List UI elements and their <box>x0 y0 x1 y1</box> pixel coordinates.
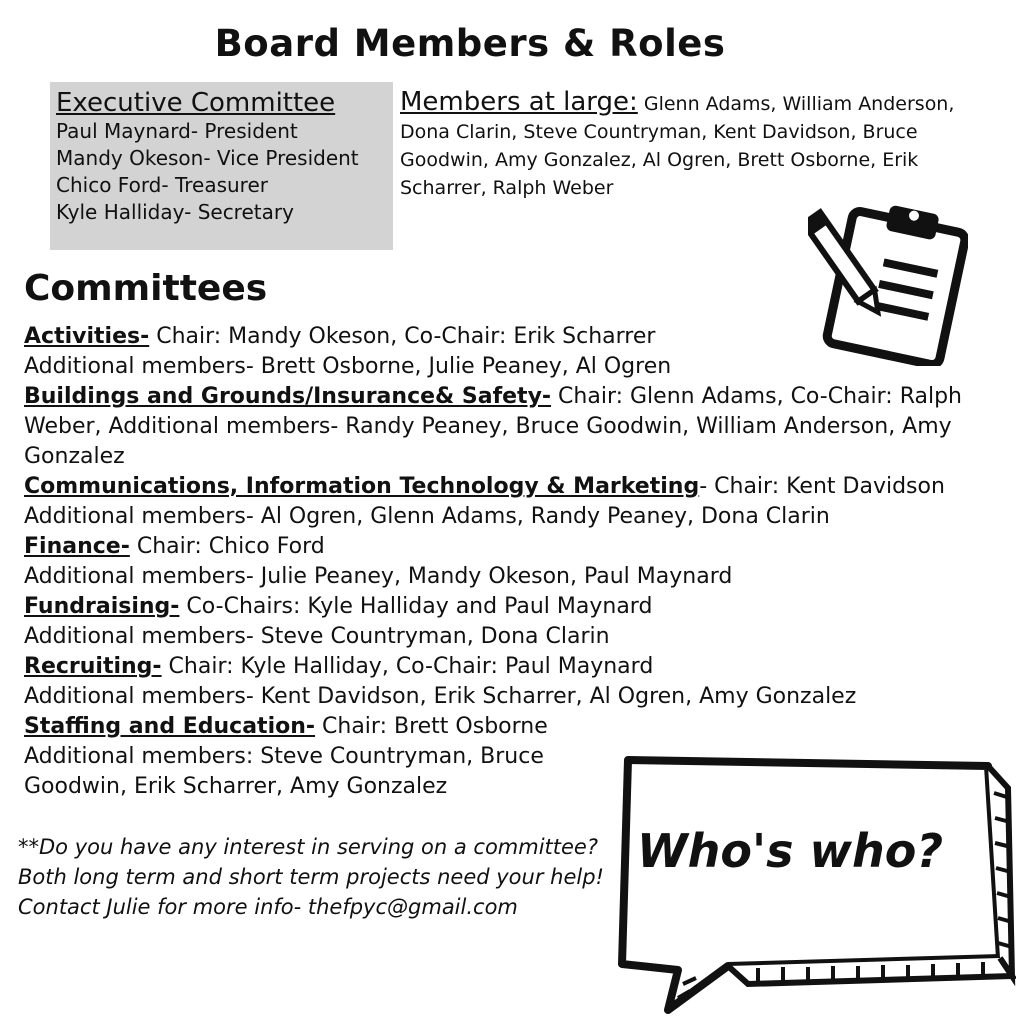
committee-name: Buildings and Grounds/Insurance& Safety- <box>24 384 552 409</box>
committee-activities <box>24 322 1019 352</box>
committee-fundraising <box>24 592 1019 622</box>
members-at-large-names: Glenn Adams, William Anderson, Dona Clarin, Steve Countryman, Kent Davidson, Bruce Goodwin, Amy Gonzalez, Al Ogren, Brett Osborne, Erik Scharrer, Ralph Weber <box>400 93 955 199</box>
executive-member: Paul Maynard- President <box>56 119 298 143</box>
speech-bubble-icon <box>608 748 1016 1018</box>
committee-list <box>24 322 1019 802</box>
executive-committee-box <box>50 82 393 250</box>
committee-name: Recruiting- <box>24 654 162 679</box>
executive-member: Chico Ford- Treasurer <box>56 173 268 197</box>
committee-chairs: Chair: Brett Osborne <box>315 714 548 739</box>
committee-chairs: Co-Chairs: Kyle Halliday and Paul Maynard <box>179 594 653 619</box>
committee-name: Communications, Information Technology & Marketing <box>24 474 700 499</box>
executive-member: Mandy Okeson- Vice President <box>56 146 359 170</box>
committee-chairs: Chair: Glenn Adams, Co-Chair: Ralph Weber, Additional members- Randy Peaney, Bruce Goodwin, William Anderson, Amy Gonzalez <box>24 384 962 469</box>
committee-chairs: Chair: Kyle Halliday, Co-Chair: Paul Maynard <box>161 654 654 679</box>
committee-members: Additional members- Kent Davidson, Erik Scharrer, Al Ogren, Amy Gonzalez <box>24 684 857 709</box>
committee-members: Additional members- Steve Countryman, Dona Clarin <box>24 624 610 649</box>
executive-member: Kyle Halliday- Secretary <box>56 200 294 224</box>
bubble-text: Who's who? <box>636 824 944 878</box>
committee-name: Staffing and Education- <box>24 714 316 739</box>
volunteer-note: **Do you have any interest in serving on a committee? Both long term and short term projects need your help! Contact Julie for more info- thefpyc@gmail.com <box>18 835 604 919</box>
committee-name: Activities- <box>24 324 150 349</box>
committee-name: Fundraising- <box>24 594 180 619</box>
committees-heading: Committees <box>24 268 268 309</box>
members-at-large <box>400 88 1010 202</box>
committee-recruiting <box>24 652 1019 682</box>
committee-name: Finance- <box>24 534 130 559</box>
committee-chairs: - Chair: Kent Davidson <box>699 474 945 499</box>
executive-committee-heading: Executive Committee <box>56 88 336 118</box>
page-title: Board Members & Roles <box>214 22 726 65</box>
committee-members: Goodwin, Erik Scharrer, Amy Gonzalez <box>24 774 448 799</box>
committee-staffing-education <box>24 712 1019 742</box>
committee-communications <box>24 472 1019 502</box>
committee-chairs: Chair: Chico Ford <box>129 534 325 559</box>
committee-buildings-grounds <box>24 382 1019 472</box>
committee-members: Additional members: Steve Countryman, Bruce <box>24 744 544 769</box>
committee-members: Additional members- Julie Peaney, Mandy Okeson, Paul Maynard <box>24 564 733 589</box>
committee-chairs: Chair: Mandy Okeson, Co-Chair: Erik Scharrer <box>149 324 656 349</box>
committee-members: Additional members- Al Ogren, Glenn Adams, Randy Peaney, Dona Clarin <box>24 504 830 529</box>
committee-members: Additional members- Brett Osborne, Julie Peaney, Al Ogren <box>24 354 672 379</box>
committee-finance <box>24 532 1019 562</box>
members-at-large-heading: Members at large: <box>400 87 638 117</box>
